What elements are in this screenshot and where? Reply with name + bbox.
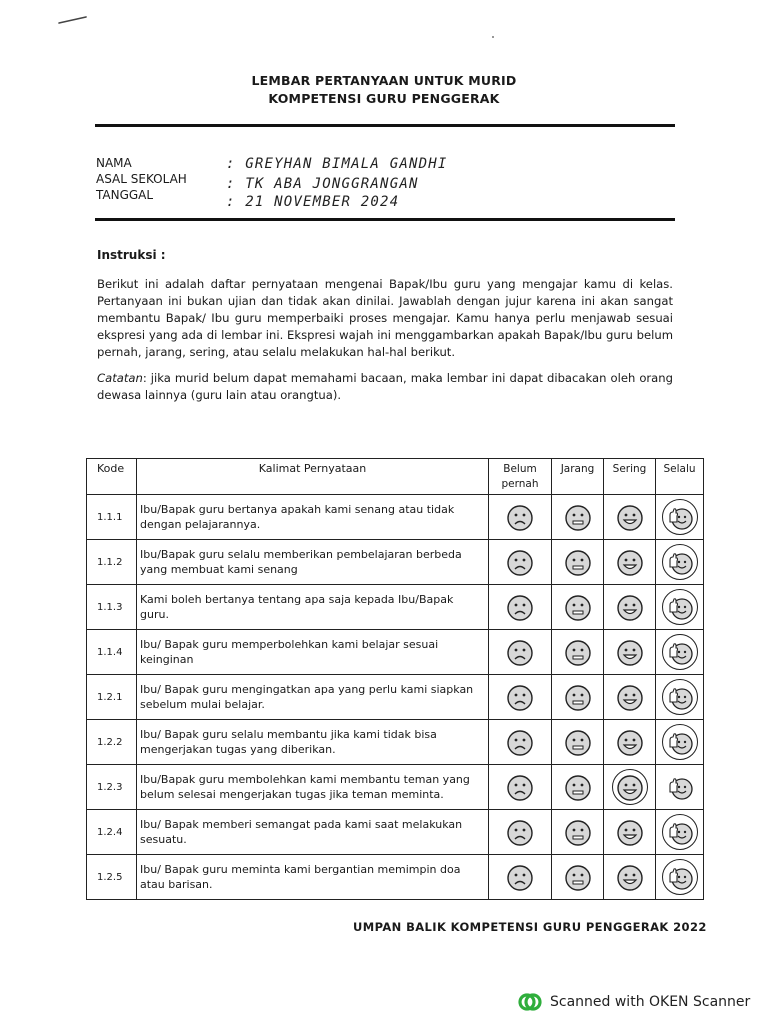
sad-face-icon (506, 504, 534, 532)
row-statement: Ibu/Bapak guru bertanya apakah kami senang atau tidak dengan pelajarannya. (137, 495, 489, 540)
table-row (87, 540, 704, 585)
document-subtitle: KOMPETENSI GURU PENGGERAK (268, 91, 500, 106)
pen-mark (58, 16, 88, 24)
tanggal-label: TANGGAL (96, 188, 154, 202)
thumbs-up-face-icon (666, 594, 694, 622)
row-code: 1.1.4 (87, 630, 137, 675)
table-row (87, 810, 704, 855)
table-row (87, 765, 704, 810)
document-title: LEMBAR PERTANYAAN UNTUK MURID (251, 73, 517, 88)
questionnaire-table (86, 458, 704, 900)
sad-face-icon (506, 864, 534, 892)
option-jarang[interactable] (552, 675, 604, 720)
row-statement: Ibu/Bapak guru selalu memberikan pembelajaran berbeda yang membuat kami senang (137, 540, 489, 585)
table-row (87, 585, 704, 630)
option-belum[interactable] (489, 675, 552, 720)
option-selalu[interactable] (656, 855, 704, 900)
row-code: 1.2.5 (87, 855, 137, 900)
row-code: 1.1.1 (87, 495, 137, 540)
option-selalu[interactable] (656, 540, 704, 585)
oken-scanner-logo-icon (518, 992, 542, 1012)
sad-face-icon (506, 684, 534, 712)
selected-circle-mark (662, 544, 698, 580)
tanggal-value: : 21 NOVEMBER 2024 (226, 194, 400, 210)
row-statement: Ibu/ Bapak guru memperbolehkan kami belajar sesuai keinginan (137, 630, 489, 675)
row-statement: Ibu/ Bapak memberi semangat pada kami saat melakukan sesuatu. (137, 810, 489, 855)
footer-text: UMPAN BALIK KOMPETENSI GURU PENGGERAK 2022 (353, 920, 707, 934)
option-face (560, 859, 596, 895)
row-code: 1.2.1 (87, 675, 137, 720)
option-selalu[interactable] (656, 630, 704, 675)
selected-circle-mark (612, 769, 648, 805)
happy-face-icon (616, 819, 644, 847)
thumbs-up-face-icon (666, 504, 694, 532)
option-face (612, 814, 648, 850)
option-face (502, 679, 538, 715)
selected-circle-mark (662, 589, 698, 625)
option-face (612, 724, 648, 760)
selected-circle-mark (662, 499, 698, 535)
catatan-text: : jika murid belum dapat memahami bacaan, maka lembar ini dapat dibacakan oleh orang dewasa lainnya (guru lain atau orangtua). (97, 371, 673, 402)
row-statement: Ibu/ Bapak guru mengingatkan apa yang perlu kami siapkan sebelum mulai belajar. (137, 675, 489, 720)
option-selalu[interactable] (656, 720, 704, 765)
option-sering[interactable] (604, 630, 656, 675)
sad-face-icon (506, 639, 534, 667)
option-jarang[interactable] (552, 630, 604, 675)
option-sering[interactable] (604, 720, 656, 765)
option-face (560, 814, 596, 850)
header-selalu: Selalu (656, 459, 704, 495)
row-code: 1.2.2 (87, 720, 137, 765)
asal-sekolah-value: : TK ABA JONGGRANGAN (226, 176, 419, 192)
scanner-watermark (518, 992, 750, 1012)
option-face (662, 769, 698, 805)
option-belum[interactable] (489, 630, 552, 675)
option-face (560, 679, 596, 715)
option-face (612, 859, 648, 895)
option-face (502, 634, 538, 670)
sad-face-icon (506, 774, 534, 802)
option-face (502, 859, 538, 895)
happy-face-icon (616, 684, 644, 712)
header-jarang: Jarang (552, 459, 604, 495)
option-belum[interactable] (489, 495, 552, 540)
sad-face-icon (506, 729, 534, 757)
table-row (87, 495, 704, 540)
happy-face-icon (616, 504, 644, 532)
option-face (502, 589, 538, 625)
nama-label: NAMA (96, 156, 132, 170)
thumbs-up-face-icon (666, 549, 694, 577)
row-code: 1.2.3 (87, 765, 137, 810)
row-statement: Kami boleh bertanya tentang apa saja kepada Ibu/Bapak guru. (137, 585, 489, 630)
option-belum[interactable] (489, 855, 552, 900)
neutral-face-icon (564, 729, 592, 757)
catatan-label: Catatan (97, 371, 143, 385)
neutral-face-icon (564, 819, 592, 847)
option-face (612, 634, 648, 670)
table-row (87, 630, 704, 675)
selected-circle-mark (662, 634, 698, 670)
option-selalu[interactable] (656, 495, 704, 540)
option-jarang[interactable] (552, 585, 604, 630)
option-belum[interactable] (489, 585, 552, 630)
happy-face-icon (616, 594, 644, 622)
option-face (612, 499, 648, 535)
option-sering[interactable] (604, 585, 656, 630)
happy-face-icon (616, 864, 644, 892)
option-sering[interactable] (604, 675, 656, 720)
table-body (87, 495, 704, 900)
neutral-face-icon (564, 594, 592, 622)
option-face (560, 769, 596, 805)
option-belum[interactable] (489, 765, 552, 810)
option-face (560, 544, 596, 580)
scanner-label: Scanned with OKEN Scanner (550, 994, 751, 1010)
selected-circle-mark (662, 859, 698, 895)
thumbs-up-face-icon (666, 819, 694, 847)
thumbs-up-face-icon (666, 864, 694, 892)
option-face (612, 544, 648, 580)
selected-circle-mark (662, 679, 698, 715)
option-jarang[interactable] (552, 765, 604, 810)
divider-top (95, 124, 675, 127)
option-jarang[interactable] (552, 495, 604, 540)
thumbs-up-face-icon (666, 639, 694, 667)
header-kalimat-pernyataan: Kalimat Pernyataan (137, 459, 489, 495)
table-header-row (87, 459, 704, 495)
option-sering[interactable] (604, 810, 656, 855)
neutral-face-icon (564, 774, 592, 802)
option-face (502, 544, 538, 580)
thumbs-up-face-icon (666, 684, 694, 712)
instructions-paragraph: Berikut ini adalah daftar pernyataan mengenai Bapak/Ibu guru yang mengajar kamu di kelas. Pertanyaan ini bukan ujian dan tidak akan dinilai. Jawablah dengan jujur karena ini akan sangat membantu Bapak/ Ibu guru memperbaiki proses mengajar. Kamu hanya perlu menjawab sesuai ekspresi yang ada di lembar ini. Ekspresi wajah ini menggambarkan apakah Bapak/Ibu guru belum pernah, jarang, sering, atau selalu melakukan hal-hal berikut. (97, 277, 673, 359)
option-selalu[interactable] (656, 810, 704, 855)
option-jarang[interactable] (552, 810, 604, 855)
option-selalu[interactable] (656, 675, 704, 720)
option-jarang[interactable] (552, 540, 604, 585)
option-jarang[interactable] (552, 855, 604, 900)
row-code: 1.1.3 (87, 585, 137, 630)
option-face (502, 769, 538, 805)
option-jarang[interactable] (552, 720, 604, 765)
nama-value: : GREYHAN BIMALA GANDHI (226, 156, 448, 172)
happy-face-icon (616, 729, 644, 757)
speck (492, 36, 494, 38)
selected-circle-mark (662, 724, 698, 760)
sad-face-icon (506, 819, 534, 847)
asal-sekolah-label: ASAL SEKOLAH (96, 172, 187, 186)
option-selalu[interactable] (656, 765, 704, 810)
header-sering: Sering (604, 459, 656, 495)
option-face (612, 589, 648, 625)
option-face (502, 814, 538, 850)
option-face (502, 499, 538, 535)
neutral-face-icon (564, 549, 592, 577)
happy-face-icon (616, 774, 644, 802)
neutral-face-icon (564, 504, 592, 532)
thumbs-up-face-icon (666, 774, 694, 802)
thumbs-up-face-icon (666, 729, 694, 757)
option-sering[interactable] (604, 540, 656, 585)
neutral-face-icon (564, 684, 592, 712)
row-code: 1.2.4 (87, 810, 137, 855)
divider-bottom (95, 218, 675, 221)
selected-circle-mark (662, 814, 698, 850)
option-face (560, 499, 596, 535)
instructions-heading: Instruksi : (97, 248, 166, 262)
sad-face-icon (506, 594, 534, 622)
option-sering[interactable] (604, 495, 656, 540)
row-statement: Ibu/Bapak guru membolehkan kami membantu teman yang belum selesai mengerjakan tugas jika teman meminta. (137, 765, 489, 810)
row-statement: Ibu/ Bapak guru meminta kami bergantian memimpin doa atau barisan. (137, 855, 489, 900)
option-selalu[interactable] (656, 585, 704, 630)
happy-face-icon (616, 549, 644, 577)
neutral-face-icon (564, 864, 592, 892)
header-kode: Kode (87, 459, 137, 495)
happy-face-icon (616, 639, 644, 667)
header-belum-pernah: Belum pernah (489, 459, 552, 495)
option-belum[interactable] (489, 540, 552, 585)
option-face (560, 724, 596, 760)
option-face (560, 634, 596, 670)
option-face (560, 589, 596, 625)
option-belum[interactable] (489, 810, 552, 855)
row-code: 1.1.2 (87, 540, 137, 585)
option-face (502, 724, 538, 760)
option-sering[interactable] (604, 765, 656, 810)
option-belum[interactable] (489, 720, 552, 765)
catatan-paragraph (97, 370, 673, 404)
table-row (87, 855, 704, 900)
sad-face-icon (506, 549, 534, 577)
table-row (87, 720, 704, 765)
neutral-face-icon (564, 639, 592, 667)
table-row (87, 675, 704, 720)
row-statement: Ibu/ Bapak guru selalu membantu jika kami tidak bisa mengerjakan tugas yang diberikan. (137, 720, 489, 765)
option-face (612, 679, 648, 715)
option-sering[interactable] (604, 855, 656, 900)
